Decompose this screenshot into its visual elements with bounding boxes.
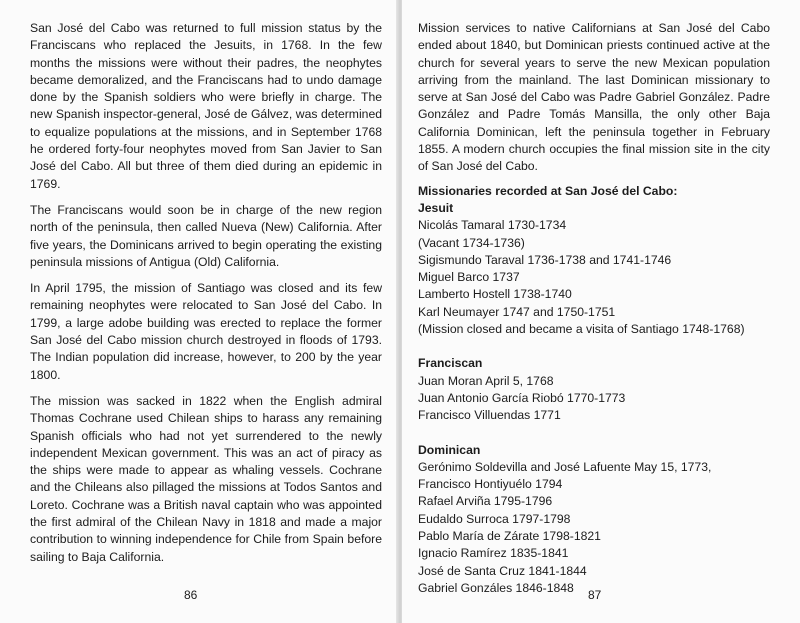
list-item: Karl Neumayer 1747 and 1750-1751 [418,304,616,319]
paragraph-santiago-closure: In April 1795, the mission of Santiago was closed and its few remaining neophytes were relocated to San José del Cabo. In 1799, a large adobe building was erected to replace the former San José del Cabo mission church destroyed in floods of 1793. The Indian population did increase, however, to 200 by the year 1800. [30,281,382,382]
list-item: Juan Antonio García Riobó 1770-1773 [418,390,626,405]
list-item: Gerónimo Soldevilla and José Lafuente May 15, 1773, [418,459,712,474]
right-page [402,0,800,623]
list-item: Miguel Barco 1737 [418,270,520,285]
list-item: Rafael Arviña 1795-1796 [418,494,553,509]
paragraph-franciscan-return: San José del Cabo was returned to full mission status by the Franciscans who replaced the Jesuits, in 1768. In the few months the missions were without their padres, the neophytes became demoralized, and the Franciscans had to undo damage done by the Spanish soldiers who were briefly in charge. The new Spanish inspector-general, José de Gálvez, was determined to equalize populations at the missions, and in September 1768 he ordered forty-four neophytes moved from San Javier to San José del Cabo. All but three of them died during an epidemic in 1769. [30,21,382,191]
list-item: (Vacant 1734-1736) [418,235,525,250]
paragraph-mission-services-end: Mission services to native Californians at San José del Cabo ended about 1840, but Dominican priests continued active at the church for several years to serve the new Mexican population arriving from the mainland. The last Dominican missionary to serve at San José del Cabo was Padre Gabriel González. Padre González and Padre Tomás Mansilla, the only other Baja California Dominican, left the peninsula together in February 1855. A modern church occupies the final mission site in the city of San José del Cabo. [418,21,770,174]
list-item: Francisco Hontiyuélo 1794 [418,477,563,492]
list-item: Sigismundo Taraval 1736-1738 and 1741-1746 [418,252,672,267]
franciscan-heading: Franciscan [418,356,483,371]
page-number-right: 87 [588,588,602,602]
list-item: José de Santa Cruz 1841-1844 [418,563,587,578]
list-item: Eudaldo Surroca 1797-1798 [418,511,571,526]
list-item: (Mission closed and became a visita of Santiago 1748-1768) [418,322,745,337]
list-item: Nicolás Tamaral 1730-1734 [418,218,567,233]
list-item: Juan Moran April 5, 1768 [418,373,554,388]
missionaries-heading: Missionaries recorded at San José del Cabo: [418,183,678,198]
list-item: Francisco Villuendas 1771 [418,408,561,423]
list-item: Pablo María de Zárate 1798-1821 [418,529,601,544]
paragraph-cochrane-sack: The mission was sacked in 1822 when the English admiral Thomas Cochrane used Chilean ships to harass any remaining Spanish officials who had not yet surrendered to the newly independent Mexican government. This was an act of piracy as the ships were made to appear as whaling vessels. Cochrane and the Chileans also pillaged the missions at Todos Santos and Loreto. Cochrane was a British naval captain who was appointed the first admiral of the Chilean Navy in 1818 and made a major contribution to winning independence for Chile from Spain before sailing to Baja California. [30,393,382,564]
paragraph-nueva-california: The Franciscans would soon be in charge of the new region north of the peninsula, then called Nueva (New) California. After five years, the Dominicans arrived to begin operating the existing peninsula missions of Antigua (Old) California. [30,202,382,269]
left-page [0,0,398,623]
page-number-left: 86 [184,588,198,602]
list-item: Ignacio Ramírez 1835-1841 [418,546,569,561]
jesuit-heading: Jesuit [418,200,454,215]
list-item: Lamberto Hostell 1738-1740 [418,287,572,302]
dominican-heading: Dominican [418,442,481,457]
list-item: Gabriel Gonzáles 1846-1848 [418,580,574,595]
